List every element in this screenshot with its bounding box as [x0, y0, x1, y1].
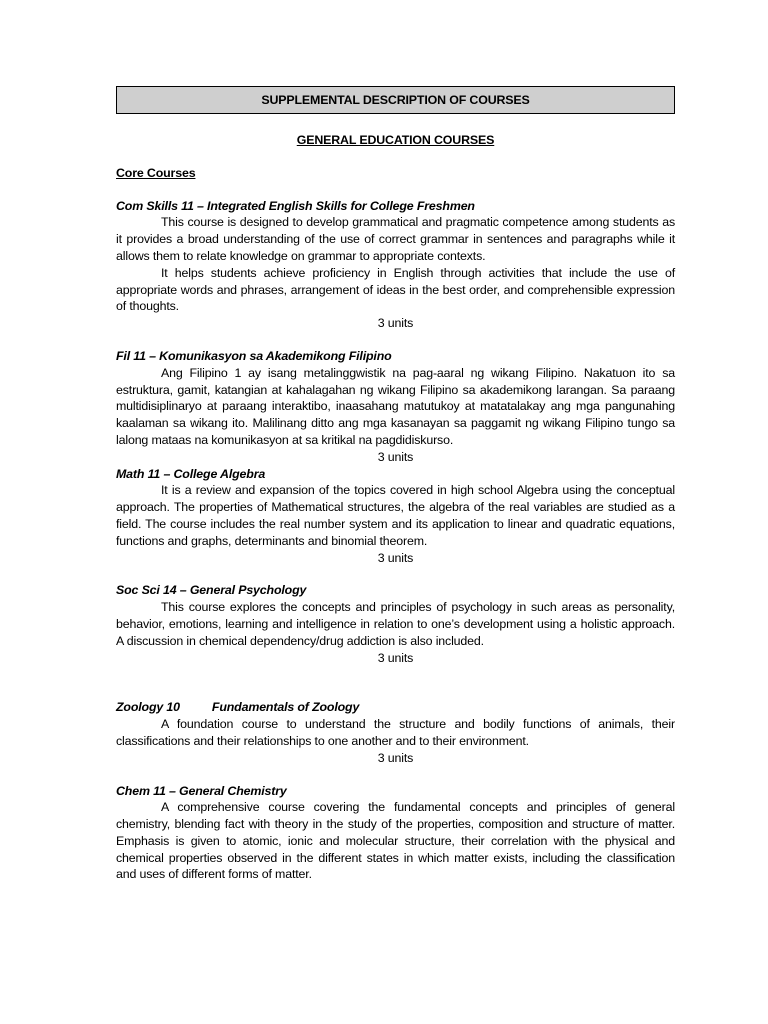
- course-description-paragraph: It helps students achieve proficiency in English through activities that include the use of appropriate words and phrases, arrangement of ideas in the best order, and comprehensible expression of thoughts.: [116, 265, 675, 314]
- course-title: Fil 11 – Komunikasyon sa Akademikong Filipino: [116, 348, 392, 363]
- course-title: Chem 11 – General Chemistry: [116, 783, 287, 798]
- course-description-paragraph: Ang Filipino 1 ay isang metalinggwistik na pag-aaral ng wikang Filipino. Nakatuon ito sa estruktura, gamit, katangian at kahalagahan ng wikang Filipino sa akademikong larangan. Sa paraang multidisiplinaryo at paraang interaktibo, inaasahang matutukoy at matatalakay ang mga pangunahing kaalaman sa wikang ito. Malilinang ditto ang mga kasanayan sa paggamit ng wikang Filipino tungo sa lalong mataas na komunikasyon at sa kritikal na pagdidiskurso.: [116, 365, 675, 447]
- course-name: Fundamentals of Zoology: [211, 700, 360, 715]
- course-block: [116, 466, 675, 567]
- course-description-paragraph: A foundation course to understand the structure and bodily functions of animals, their classifications and their relationships to one another and to their environment.: [116, 717, 675, 748]
- course-description-paragraph: This course explores the concepts and principles of psychology in such areas as personality, behavior, emotions, learning and intelligence in relation to one’s development using a holistic approach. A discussion in chemical dependency/drug addiction is also included.: [116, 600, 675, 648]
- course-title: [116, 699, 675, 716]
- course-units: 3 units: [377, 550, 414, 565]
- course-block: [116, 582, 675, 666]
- course-units: 3 units: [377, 316, 414, 331]
- course-title: Soc Sci 14 – General Psychology: [116, 583, 307, 598]
- course-title: Math 11 – College Algebra: [116, 466, 266, 481]
- course-units: 3 units: [377, 449, 414, 464]
- subsection-title: Core Courses: [116, 165, 196, 180]
- course-units: 3 units: [377, 650, 414, 665]
- course-block: [116, 348, 675, 466]
- course-block: [116, 699, 675, 766]
- section-title: GENERAL EDUCATION COURSES: [296, 133, 495, 147]
- document-page: [116, 86, 675, 883]
- course-description-paragraph: This course is designed to develop grammatical and pragmatic competence among students as it provides a broad understanding of the use of correct grammar in sentences and paragraphs while it allows them to relate knowledge on grammar to appropriate contexts.: [116, 215, 675, 263]
- course-description-paragraph: It is a review and expansion of the topics covered in high school Algebra using the conceptual approach. The properties of Mathematical structures, the algebra of the real variables are studied as a field. The course includes the real number system and its application to linear and quadratic equations, functions and graphs, determinants and binomial theorem.: [116, 483, 675, 548]
- course-units: 3 units: [377, 750, 414, 765]
- course-code: Zoology 10: [116, 700, 180, 715]
- course-block: [116, 783, 675, 884]
- course-description-paragraph: A comprehensive course covering the fundamental concepts and principles of general chemistry, blending fact with theory in the study of the properties, composition and structure of matter. Emphasis is given to atomic, ionic and molecular structure, their correlation with the physical and chemical properties observed in the different states in which matter exists, including the classification and uses of different forms of matter.: [116, 800, 675, 882]
- document-banner-title: SUPPLEMENTAL DESCRIPTION OF COURSES: [116, 86, 675, 114]
- course-title: Com Skills 11 – Integrated English Skills for College Freshmen: [116, 198, 475, 213]
- course-block: [116, 198, 675, 332]
